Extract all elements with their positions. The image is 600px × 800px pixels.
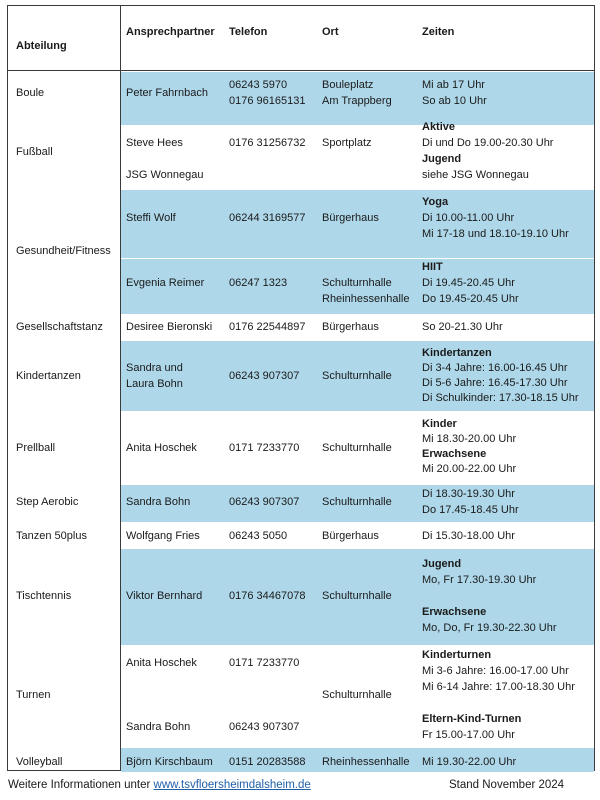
header-zeiten: Zeiten (422, 26, 455, 38)
tel-turnen-1: 0171 7233770 (229, 657, 300, 669)
zeit-kindertanzen-heading: Kindertanzen (422, 347, 492, 359)
tel-turnen-2: 06243 907307 (229, 721, 300, 733)
ort-boule-2: Am Trappberg (322, 95, 392, 107)
ort-kindertanzen: Schulturnhalle (322, 370, 392, 382)
abteilung-fussball: Fußball (16, 146, 53, 158)
zeit-prellball-heading-1: Kinder (422, 418, 457, 430)
person-volleyball: Björn Kirschbaum (126, 756, 213, 768)
ort-fitness-2a: Schulturnhalle (322, 277, 392, 289)
zeit-kindertanzen-3: Di Schulkinder: 17.30-18.15 Uhr (422, 392, 579, 404)
abteilung-stepaerobic: Step Aerobic (16, 496, 79, 508)
ort-boule-1: Bouleplatz (322, 79, 374, 91)
ort-gesellschaftstanz: Bürgerhaus (322, 321, 379, 333)
zeit-fitness-2b: Do 19.45-20.45 Uhr (422, 293, 519, 305)
tel-fitness-2: 06247 1323 (229, 277, 288, 289)
zeit-stepaerobic-2: Do 17.45-18.45 Uhr (422, 504, 519, 516)
tel-tanzen50: 06243 5050 (229, 530, 288, 542)
person-prellball: Anita Hoschek (126, 442, 197, 454)
abteilung-prellball: Prellball (16, 442, 56, 454)
zeit-turnen-2: Mi 6-14 Jahre: 17.00-18.30 Uhr (422, 681, 575, 693)
zeit-tanzen50: Di 15.30-18.00 Uhr (422, 530, 515, 542)
zeit-fussball-1: Di und Do 19.00-20.30 Uhr (422, 137, 554, 149)
header-ansprechpartner: Ansprechpartner (126, 26, 215, 38)
abteilung-turnen: Turnen (16, 689, 51, 701)
person-fitness-1: Steffi Wolf (126, 212, 176, 224)
band-separator (121, 258, 594, 259)
person-fussball-1: Steve Hees (126, 137, 183, 149)
contact-table (7, 5, 595, 771)
footer-info (8, 779, 311, 791)
header-abteilung: Abteilung (16, 40, 67, 52)
zeit-kindertanzen-2: Di 5-6 Jahre: 16.45-17.30 Uhr (422, 377, 568, 389)
zeit-turnen-1: Mi 3-6 Jahre: 16.00-17.00 Uhr (422, 665, 569, 677)
ort-fitness-1: Bürgerhaus (322, 212, 379, 224)
zeit-turnen-3: Fr 15.00-17.00 Uhr (422, 729, 515, 741)
zeit-prellball-heading-2: Erwachsene (422, 448, 487, 460)
zeit-fitness-heading-1: Yoga (422, 196, 449, 208)
ort-fussball: Sportplatz (322, 137, 372, 149)
person-kindertanzen-1: Sandra und (126, 362, 183, 374)
tel-boule-2: 0176 96165131 (229, 95, 306, 107)
tel-stepaerobic: 06243 907307 (229, 496, 300, 508)
zeit-fitness-1b: Mi 17-18 und 18.10-19.10 Uhr (422, 228, 569, 240)
zeit-stepaerobic-1: Di 18.30-19.30 Uhr (422, 488, 515, 500)
column-divider (120, 6, 121, 770)
zeit-fussball-heading-2: Jugend (422, 153, 462, 165)
zeit-fussball-2: siehe JSG Wonnegau (422, 169, 529, 181)
zeit-volleyball: Mi 19.30-22.00 Uhr (422, 756, 517, 768)
abteilung-tanzen50: Tanzen 50plus (16, 530, 87, 542)
tel-fussball: 0176 31256732 (229, 137, 306, 149)
abteilung-fitness: Gesundheit/Fitness (16, 245, 111, 257)
tel-volleyball: 0151 20283588 (229, 756, 306, 768)
person-tanzen50: Wolfgang Fries (126, 530, 200, 542)
ort-tanzen50: Bürgerhaus (322, 530, 379, 542)
person-kindertanzen-2: Laura Bohn (126, 378, 183, 390)
tel-gesellschaftstanz: 0176 22544897 (229, 321, 306, 333)
abteilung-gesellschaftstanz: Gesellschaftstanz (16, 321, 103, 333)
abteilung-kindertanzen: Kindertanzen (16, 370, 81, 382)
abteilung-boule: Boule (16, 87, 45, 99)
header-telefon: Telefon (229, 26, 268, 38)
zeit-fitness-heading-2: HIIT (422, 261, 443, 273)
zeit-tischtennis-1: Mo, Fr 17.30-19.30 Uhr (422, 574, 537, 586)
person-stepaerobic: Sandra Bohn (126, 496, 191, 508)
zeit-fitness-2a: Di 19.45-20.45 Uhr (422, 277, 515, 289)
tel-fitness-1: 06244 3169577 (229, 212, 306, 224)
tel-prellball: 0171 7233770 (229, 442, 300, 454)
zeit-fussball-heading-1: Aktive (422, 121, 456, 133)
zeit-tischtennis-heading-2: Erwachsene (422, 606, 487, 618)
zeit-turnen-heading-1: Kinderturnen (422, 649, 492, 661)
person-boule: Peter Fahrnbach (126, 87, 208, 99)
tel-boule-1: 06243 5970 (229, 79, 288, 91)
ort-fitness-2b: Rheinhessenhalle (322, 293, 410, 305)
zeit-fitness-1a: Di 10.00-11.00 Uhr (422, 212, 515, 224)
website-link[interactable]: www.tsvfloersheimdalsheim.de (153, 779, 311, 791)
zeit-prellball-1: Mi 18.30-20.00 Uhr (422, 433, 517, 445)
person-fussball-2: JSG Wonnegau (126, 169, 204, 181)
person-turnen-1: Anita Hoschek (126, 657, 197, 669)
person-tischtennis: Viktor Bernhard (126, 590, 203, 602)
header-ort: Ort (322, 26, 339, 38)
zeit-tischtennis-2: Mo, Do, Fr 19.30-22.30 Uhr (422, 622, 557, 634)
ort-tischtennis: Schulturnhalle (322, 590, 392, 602)
zeit-boule-2: So ab 10 Uhr (422, 95, 487, 107)
ort-stepaerobic: Schulturnhalle (322, 496, 392, 508)
tel-kindertanzen: 06243 907307 (229, 370, 300, 382)
zeit-turnen-heading-2: Eltern-Kind-Turnen (422, 713, 522, 725)
person-fitness-2: Evgenia Reimer (126, 277, 205, 289)
zeit-tischtennis-heading-1: Jugend (422, 558, 462, 570)
footer-stand: Stand November 2024 (449, 779, 565, 791)
ort-prellball: Schulturnhalle (322, 442, 392, 454)
zeit-boule-1: Mi ab 17 Uhr (422, 79, 485, 91)
header-rule (8, 70, 594, 71)
footer-prefix: Weitere Informationen unter (8, 779, 154, 791)
zeit-kindertanzen-1: Di 3-4 Jahre: 16.00-16.45 Uhr (422, 362, 568, 374)
ort-turnen: Schulturnhalle (322, 689, 392, 701)
zeit-prellball-2: Mi 20.00-22.00 Uhr (422, 463, 517, 475)
zeit-gesellschaftstanz: So 20-21.30 Uhr (422, 321, 503, 333)
ort-volleyball: Rheinhessenhalle (322, 756, 410, 768)
abteilung-tischtennis: Tischtennis (16, 590, 72, 602)
abteilung-volleyball: Volleyball (16, 756, 63, 768)
person-gesellschaftstanz: Desiree Bieronski (126, 321, 213, 333)
tel-tischtennis: 0176 34467078 (229, 590, 306, 602)
person-turnen-2: Sandra Bohn (126, 721, 191, 733)
